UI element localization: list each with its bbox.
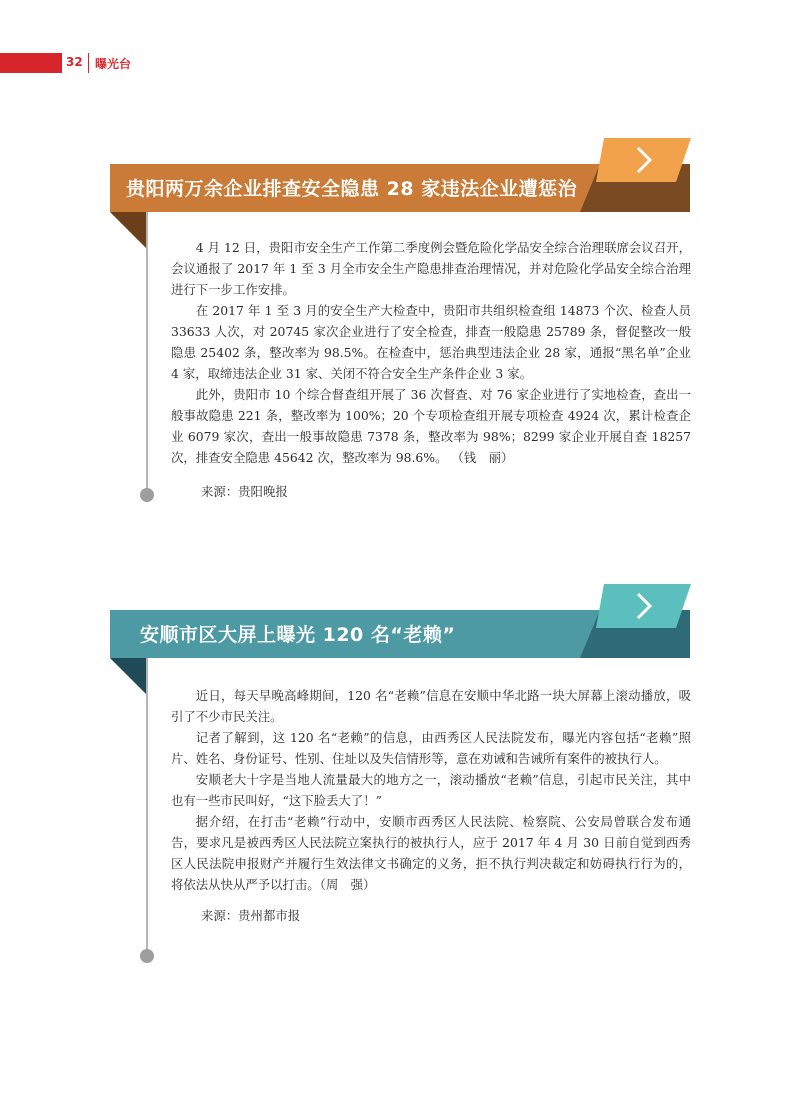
banner-fold	[110, 212, 148, 250]
chevron-tab-icon	[596, 584, 691, 628]
timeline-line	[146, 212, 148, 494]
timeline-dot	[140, 488, 154, 502]
page-number: 32	[66, 55, 83, 69]
article-body	[171, 237, 691, 468]
article-source: 来源：贵阳晚报	[201, 484, 288, 499]
timeline-line	[146, 658, 148, 954]
article-banner	[110, 610, 690, 658]
paragraph: 安顺老大十字是当地人流量最大的地方之一，滚动播放“老赖”信息，引起市民关注，其中也有一些市民叫好，“这下脸丢大了！”	[171, 772, 691, 808]
article-title: 贵阳两万余企业排查安全隐患 28 家违法企业遭惩治	[126, 178, 578, 200]
paragraph: 记者了解到，这 120 名“老赖”的信息，由西秀区人民法院发布，曝光内容包括“老赖”照片、姓名、身份证号、性别、住址以及失信情形等，意在劝诫和告诫所有案件的被执行人。	[171, 730, 691, 766]
paragraph: 近日，每天早晚高峰期间，120 名“老赖”信息在安顺中华北路一块大屏幕上滚动播放，吸引了不少市民关注。	[171, 688, 691, 724]
paragraph: 据介绍，在打击“老赖”行动中，安顺市西秀区人民法院、检察院、公安局曾联合发布通告，要求凡是被西秀区人民法院立案执行的被执行人，应于 2017 年 4 月 30 日前自觉到西秀区人民法院申报财产并履行生效法律文书确定的义务，拒不执行判决裁定和妨碍执行行为的，将依法从快从严予以打击。（周 强）	[171, 814, 691, 892]
paragraph: 4 月 12 日，贵阳市安全生产工作第二季度例会暨危险化学品安全综合治理联席会议召开，会议通报了 2017 年 1 至 3 月全市安全生产隐患排查治理情况，并对危险化学品安全综合治理进行下一步工作安排。	[171, 240, 691, 297]
article-banner	[110, 164, 690, 212]
article-body	[171, 685, 691, 895]
banner-fold	[110, 658, 148, 696]
page-header	[0, 53, 200, 73]
paragraph: 在 2017 年 1 至 3 月的安全生产大检查中，贵阳市共组织检查组 14873 个次、检查人员 33633 人次，对 20745 家次企业进行了安全检查，排查一般隐患 25789 条，督促整改一般隐患 25402 条，整改率为 98.5%。在检查中，惩治典型违法企业 28 家，通报“黑名单”企业 4 家，取缔违法企业 31 家、关闭不符合安全生产条件企业 3 家。	[171, 303, 691, 381]
timeline-dot	[140, 949, 154, 963]
section-name: 曝光台	[95, 57, 132, 71]
article-title: 安顺市区大屏上曝光 120 名“老赖”	[140, 624, 456, 646]
header-accent-bar	[0, 53, 62, 73]
chevron-tab-icon	[596, 138, 691, 182]
header-divider	[88, 53, 89, 73]
article-source: 来源：贵州都市报	[201, 908, 301, 923]
paragraph: 此外，贵阳市 10 个综合督查组开展了 36 次督查、对 76 家企业进行了实地检查，查出一般事故隐患 221 条，整改率为 100%；20 个专项检查组开展专项检查 4924 次，累计检查企业 6079 家次，查出一般事故隐患 7378 条，整改率为 98%；8299 家企业开展自查 18257 次，排查安全隐患 45642 次，整改率为 98.6%。 （钱 丽）	[171, 387, 691, 465]
